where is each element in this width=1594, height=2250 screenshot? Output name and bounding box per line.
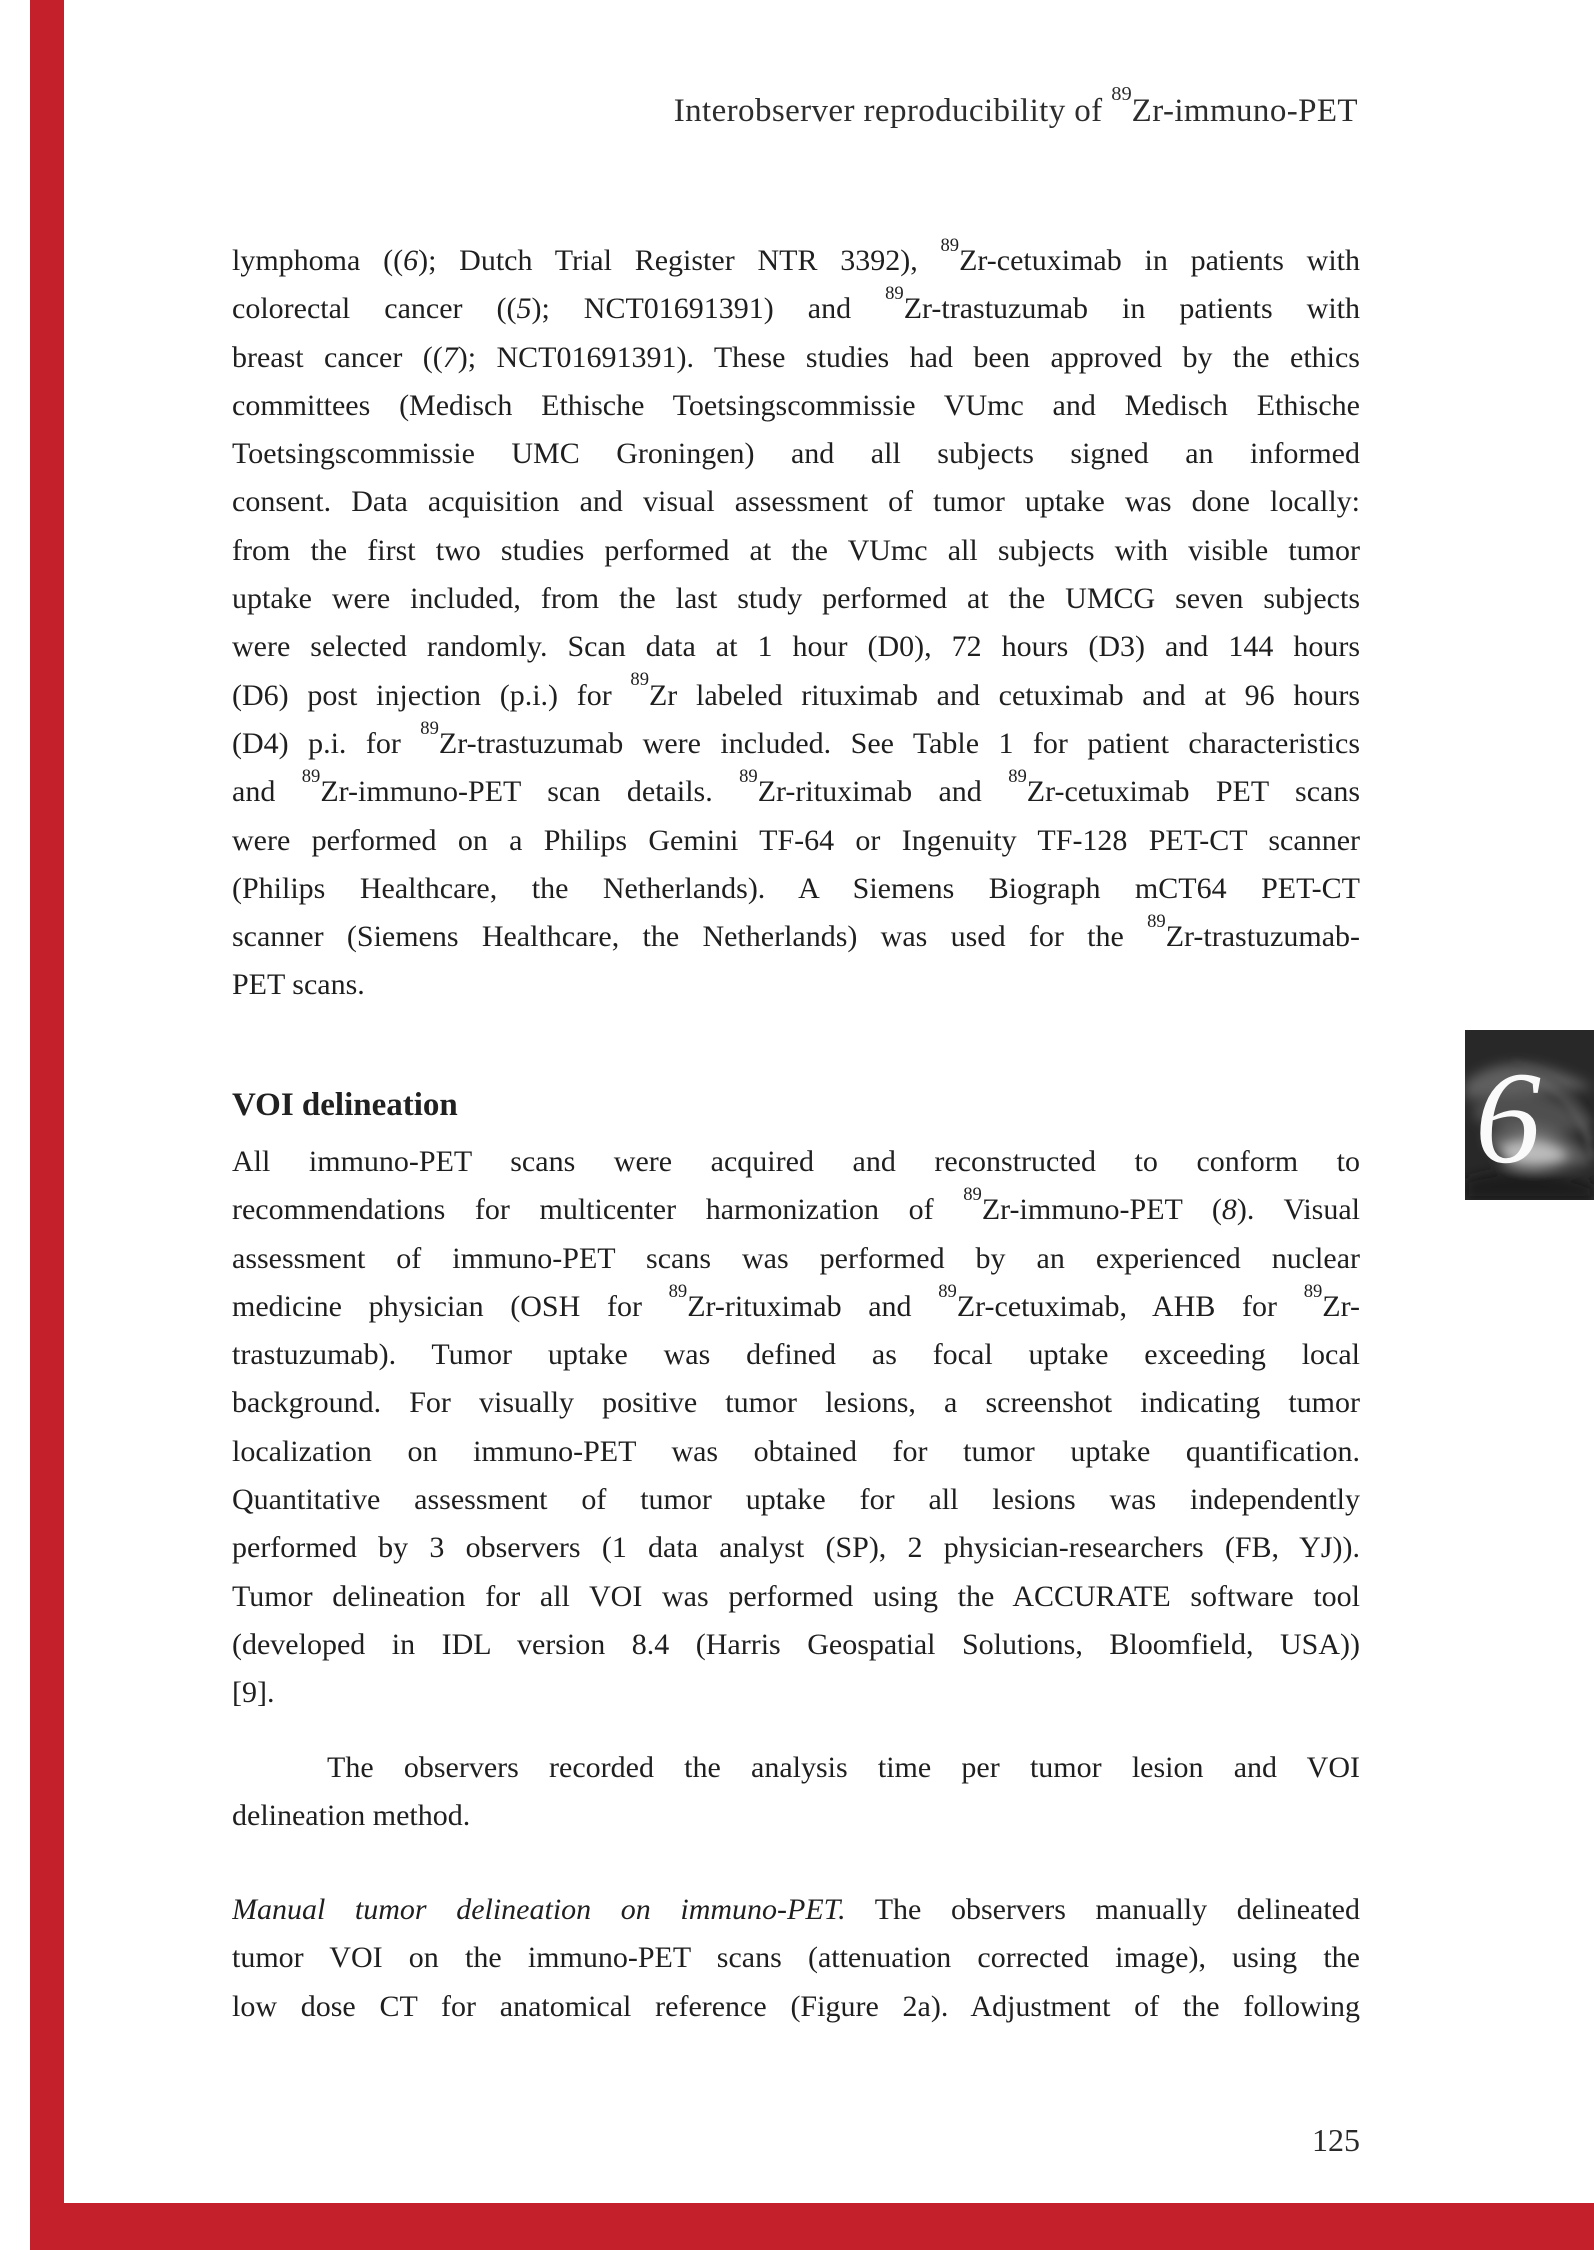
text-line: medicine physician (OSH for $^{89}$Zr-rituximab and $^{89}$Zr-cetuximab, AHB for $^{89}$Zr- xyxy=(232,1282,1360,1323)
text-line: uptake were included, from the last study performed at the UMCG seven subjects xyxy=(232,582,1360,616)
text-line: Quantitative assessment of tumor uptake for all lesions was independently xyxy=(232,1483,1360,1517)
text-line: The observers recorded the analysis time per tumor lesion and VOI xyxy=(327,1751,1360,1784)
text-line: recommendations for multicenter harmonization of $^{89}$Zr-immuno-PET (8). Visual xyxy=(232,1186,1360,1227)
chapter-number: 6 xyxy=(1475,1044,1541,1191)
paragraph-voi-delineation xyxy=(232,1138,1360,1718)
page-edge-accent-bottom xyxy=(30,2203,1594,2250)
text-line: committees (Medisch Ethische Toetsingscommissie VUmc and Medisch Ethische xyxy=(232,388,1360,422)
paragraph-observers-recorded xyxy=(232,1744,1360,1841)
text-line: background. For visually positive tumor lesions, a screenshot indicating tumor xyxy=(232,1386,1360,1420)
text-line: were selected randomly. Scan data at 1 hour (D0), 72 hours (D3) and 144 hours xyxy=(232,630,1360,664)
text-line: performed by 3 observers (1 data analyst (SP), 2 physician-researchers (FB, YJ)). xyxy=(232,1531,1360,1565)
page-edge-accent-left xyxy=(30,0,64,2250)
text-line: consent. Data acquisition and visual assessment of tumor uptake was done locally: xyxy=(232,485,1360,519)
text-line: Toetsingscommissie UMC Groningen) and all subjects signed an informed xyxy=(232,437,1360,471)
text-line: delineation method. xyxy=(232,1799,471,1833)
text-line: lymphoma ((6); Dutch Trial Register NTR 3392), $^{89}$Zr-cetuximab in patients with xyxy=(232,237,1360,277)
text-line: Tumor delineation for all VOI was performed using the ACCURATE software tool xyxy=(232,1579,1360,1613)
paragraph-manual-tumor-delineation xyxy=(232,1886,1360,2031)
paragraph-study-registration xyxy=(232,237,1360,1010)
text-line: breast cancer ((7); NCT01691391). These studies had been approved by the ethics xyxy=(232,340,1360,374)
chapter-tab xyxy=(1465,1030,1594,1200)
text-line: (D4) p.i. for $^{89}$Zr-trastuzumab were included. See Table 1 for patient characteristics xyxy=(232,719,1360,760)
text-line: Manual tumor delineation on immuno-PET. The observers manually delineated xyxy=(232,1893,1360,1926)
text-line: tumor VOI on the immuno-PET scans (attenuation corrected image), using the xyxy=(232,1941,1360,1975)
text-line: scanner (Siemens Healthcare, the Netherlands) was used for the $^{89}$Zr-trastuzumab- xyxy=(232,913,1360,954)
text-line: (developed in IDL version 8.4 (Harris Geospatial Solutions, Bloomfield, USA)) xyxy=(232,1627,1360,1661)
text-line: PET scans. xyxy=(232,968,365,1002)
text-line: and $^{89}$Zr-immuno-PET scan details. $^{89}$Zr-rituximab and $^{89}$Zr-cetuximab PET scans xyxy=(232,768,1360,809)
running-header: Interobserver reproducibility of $^{89}$Zr-immuno-PET xyxy=(673,82,1358,129)
text-line: (Philips Healthcare, the Netherlands). A Siemens Biograph mCT64 PET-CT xyxy=(232,871,1360,905)
text-line: (D6) post injection (p.i.) for $^{89}$Zr labeled rituximab and cetuximab and at 96 hours xyxy=(232,671,1360,712)
text-line: [9]. xyxy=(232,1676,275,1710)
text-line: colorectal cancer ((5); NCT01691391) and $^{89}$Zr-trastuzumab in patients with xyxy=(232,285,1360,326)
text-line: low dose CT for anatomical reference (Figure 2a). Adjustment of the following xyxy=(232,1989,1360,2023)
text-line: localization on immuno-PET was obtained for tumor uptake quantification. xyxy=(232,1434,1360,1468)
text-line: were performed on a Philips Gemini TF-64 or Ingenuity TF-128 PET-CT scanner xyxy=(232,823,1360,857)
text-line: All immuno-PET scans were acquired and reconstructed to conform to xyxy=(232,1145,1360,1178)
text-line: assessment of immuno-PET scans was performed by an experienced nuclear xyxy=(232,1241,1360,1275)
section-heading-voi-delineation: VOI delineation xyxy=(232,1087,458,1123)
text-line: trastuzumab). Tumor uptake was defined as focal uptake exceeding local xyxy=(232,1338,1360,1372)
page-number: 125 xyxy=(1312,2122,1360,2158)
text-line: from the first two studies performed at the VUmc all subjects with visible tumor xyxy=(232,533,1360,567)
